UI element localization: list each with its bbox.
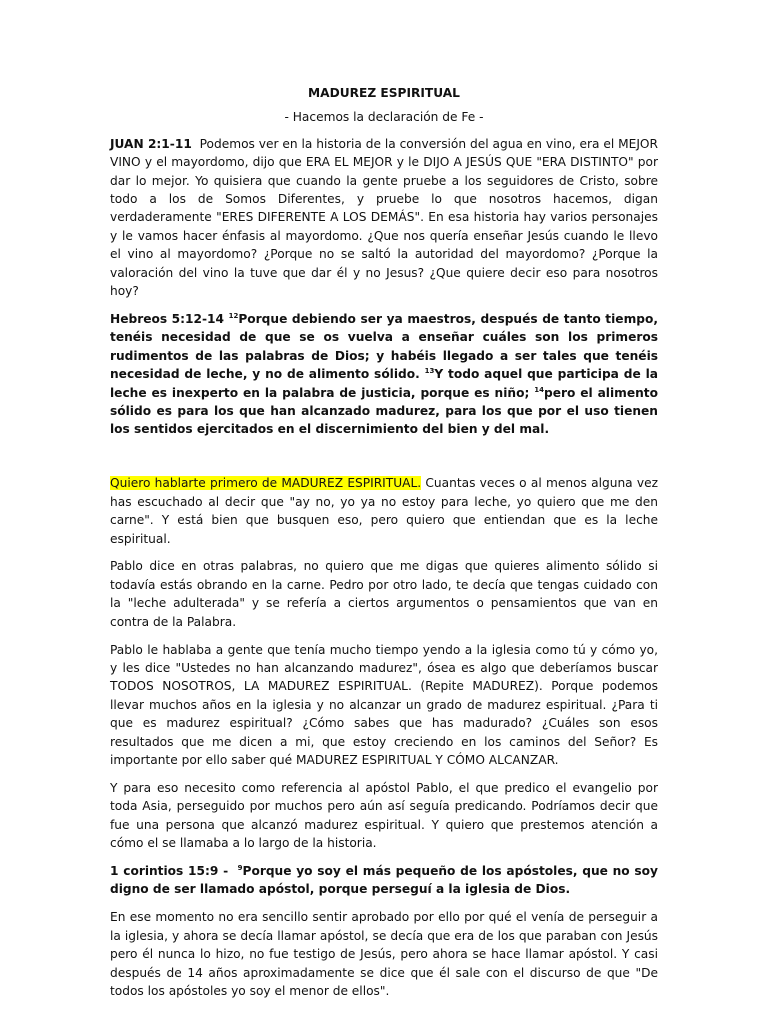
verse-number: 13 [424,367,435,376]
paragraph-text: Podemos ver en la historia de la conversión del agua en vino, era el MEJOR VINO y el mayordomo, dijo que ERA EL MEJOR y le DIJO A JESÚS QUE "ERA DISTINTO" por dar lo mejor. Yo quisiera que cuando la gente pruebe a los seguidores de Cristo, sobre todo a los de Somos Diferentes, y pruebe lo que nosotros hacemos, digan verdaderamente "ERES DIFERENTE A LOS DEMÁS". En esa historia hay varios personajes y le vamos hacer énfasis al mayordomo. ¿Que nos quería enseñar Jesús cuando le llevo el vino al mayordomo? ¿Porque no se saltó la autoridad del mayordomo? ¿Porque la valoración del vino la tuve que dar él y no Jesus? ¿Que quiere decir eso para nosotros hoy? [110,136,658,299]
scripture-reference: Hebreos 5:12-14 [110,311,225,326]
paragraph-text: Cuantas veces o al menos alguna vez has escuchado al decir que "ay no, yo ya no estoy para leche, yo quiero que me den carne". Y está bien que busquen eso, pero quiero que entiendan que es la leche espiritual. [110,476,658,546]
verse-text: Porque debiendo ser ya maestros, después de tanto tiempo, tenéis necesidad de que se os vuelva a enseñar cuáles son los primeros rudimentos de las palabras de Dios; y habéis llegado a ser tales que tenéis necesidad de leche, y no de alimento sólido. [110,311,658,382]
paragraph-pablo-hablaba: Pablo le hablaba a gente que tenía mucho tiempo yendo a la iglesia como tú y cómo yo, y les dice "Ustedes no han alcanzando madurez", ósea es algo que deberíamos buscar TODOS NOSOTROS, LA MADUREZ ESPIRITUAL. (Repite MADUREZ). Porque podemos llevar muchos años en la iglesia y no alcanzar un grado de madurez espiritual. ¿Para ti que es madurez espiritual? ¿Cómo sabes que has madurado? ¿Cuáles son esos resultados que me dicen a mi, que estoy creciendo en los caminos del Señor? Es importante por ello saber qué MADUREZ ESPIRITUAL Y CÓMO ALCANZAR. [110,642,658,767]
scripture-reference: JUAN 2:1-11 [110,136,192,151]
document-subtitle: - Hacemos la declaración de Fe - [284,110,484,125]
document-page [110,84,658,1010]
verse-text: pero el alimento sólido es para los que han alcanzado madurez, para los que por el uso tienen los sentidos ejercitados en el discernimiento del bien y del mal. [110,385,658,437]
verse-text: Porque yo soy el más pequeño de los apóstoles, que no soy digno de ser llamado apóstol, porque perseguí a la iglesia de Dios. [110,864,658,897]
paragraph-hebreos [110,310,658,439]
verse-text: Y todo aquel que participa de la leche es inexperto en la palabra de justicia, porque es niño; [110,367,658,400]
paragraph-en-ese-momento: En ese momento no era sencillo sentir aprobado por ello por qué el venía de perseguir a la iglesia, y ahora se decía llamar apóstol, se decía que era de los que paraban con Jesús pero él nunca lo hizo, no fue testigo de Jesús, pero ahora se hace llamar apóstol. Y casi después de 14 años aproximadamente se dice que él sale con el discurso de que "De todos los apóstoles yo soy el menor de ellos". [110,910,658,998]
scripture-reference: 1 corintios 15:9 - [110,864,229,879]
paragraph-madurez-intro [110,474,658,548]
paragraph-juan [110,135,658,301]
spacer [110,448,658,474]
highlighted-text: Quiero hablarte primero de MADUREZ ESPIRITUAL. [110,476,422,491]
paragraph-apostol-pablo: Y para eso necesito como referencia al apóstol Pablo, el que predico el evangelio por toda Asia, perseguido por muchos pero aún así seguía predicando. Podríamos decir que fue una persona que alcanzó madurez espiritual. Y quiero que prestemos atención a cómo el se llamaba a lo largo de la historia. [110,780,658,851]
paragraph-corintios [110,862,658,899]
verse-number: 14 [534,385,544,394]
verse-number: 9 [237,864,243,873]
document-title: MADUREZ ESPIRITUAL [308,86,460,100]
verse-number: 12 [228,311,239,320]
paragraph-pablo-dice: Pablo dice en otras palabras, no quiero que me digas que quieres alimento sólido si todavía estás obrando en la carne. Pedro por otro lado, te decía que tengas cuidado con la "leche adulterada" y se refería a ciertos argumentos o pensamientos que van en contra de la Palabra. [110,559,658,629]
